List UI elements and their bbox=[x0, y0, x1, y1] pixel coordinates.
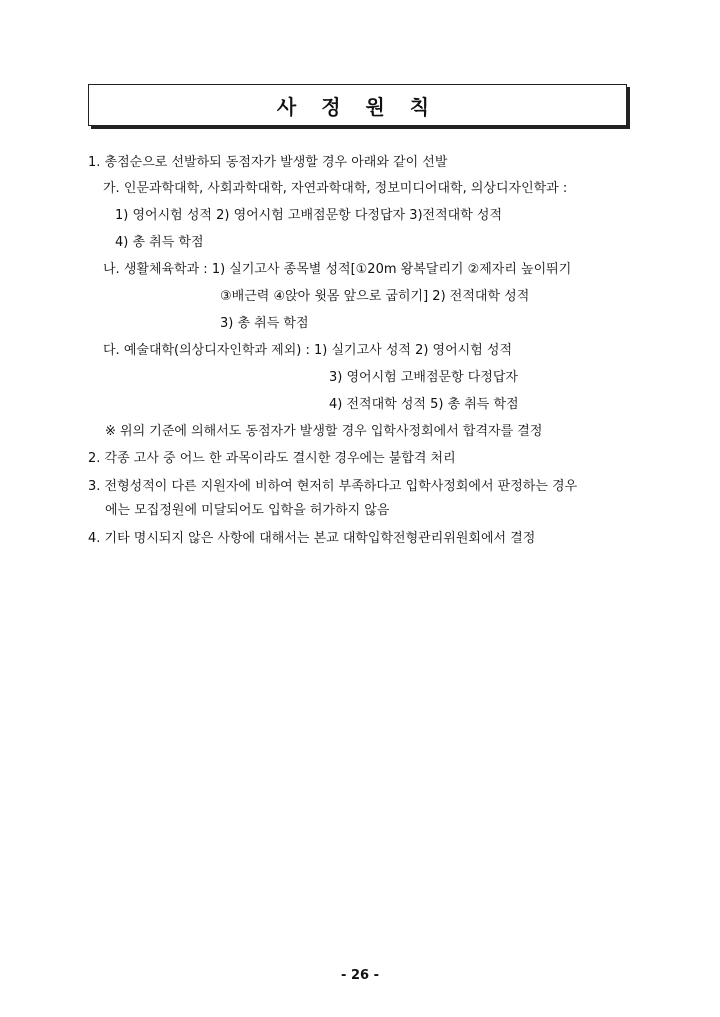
rule-1-a-criteria-4: 4) 총 취득 학점 bbox=[115, 235, 204, 250]
page-title: 사 정 원 칙 bbox=[276, 94, 439, 119]
rule-1-c-criteria-3: 3) 영어시험 고배점문항 다정답자 bbox=[329, 370, 518, 385]
title-box bbox=[88, 84, 627, 126]
rule-1-b: 나. 생활체육학과 : 1) 실기고사 종목별 성적[①20m 왕복달리기 ②제자리 높이뛰기 bbox=[103, 262, 572, 277]
rule-1-a: 가. 인문과학대학, 사회과학대학, 자연과학대학, 정보미디어대학, 의상디자인학과 : bbox=[103, 181, 568, 196]
rule-1-b-criteria-3: 3) 총 취득 학점 bbox=[220, 316, 309, 331]
rule-1-b-cont: ③배근력 ④앉아 윗몸 앞으로 굽히기] 2) 전적대학 성적 bbox=[220, 289, 530, 304]
rule-1: 1. 총점순으로 선발하되 동점자가 발생할 경우 아래와 같이 선발 bbox=[88, 155, 448, 170]
rule-4: 4. 기타 명시되지 않은 사항에 대해서는 본교 대학입학전형관리위원회에서 결정 bbox=[88, 531, 536, 546]
rule-1-a-criteria: 1) 영어시험 성적 2) 영어시험 고배점문항 다정답자 3)전적대학 성적 bbox=[115, 208, 503, 223]
rule-1-c: 다. 예술대학(의상디자인학과 제외) : 1) 실기고사 성적 2) 영어시험 성적 bbox=[103, 343, 513, 358]
rule-2: 2. 각종 고사 중 어느 한 과목이라도 결시한 경우에는 불합격 처리 bbox=[88, 451, 456, 466]
rule-1-note: ※ 위의 기준에 의해서도 동점자가 발생할 경우 입학사정회에서 합격자를 결정 bbox=[105, 424, 543, 439]
page-number: - 26 - bbox=[341, 968, 379, 983]
rule-1-c-criteria-4-5: 4) 전적대학 성적 5) 총 취득 학점 bbox=[329, 397, 519, 412]
rule-3: 3. 전형성적이 다른 지원자에 비하여 현저히 부족하다고 입학사정회에서 판정하는 경우 bbox=[88, 479, 578, 494]
rule-3-cont: 에는 모집정원에 미달되어도 입학을 허가하지 않음 bbox=[105, 503, 390, 518]
